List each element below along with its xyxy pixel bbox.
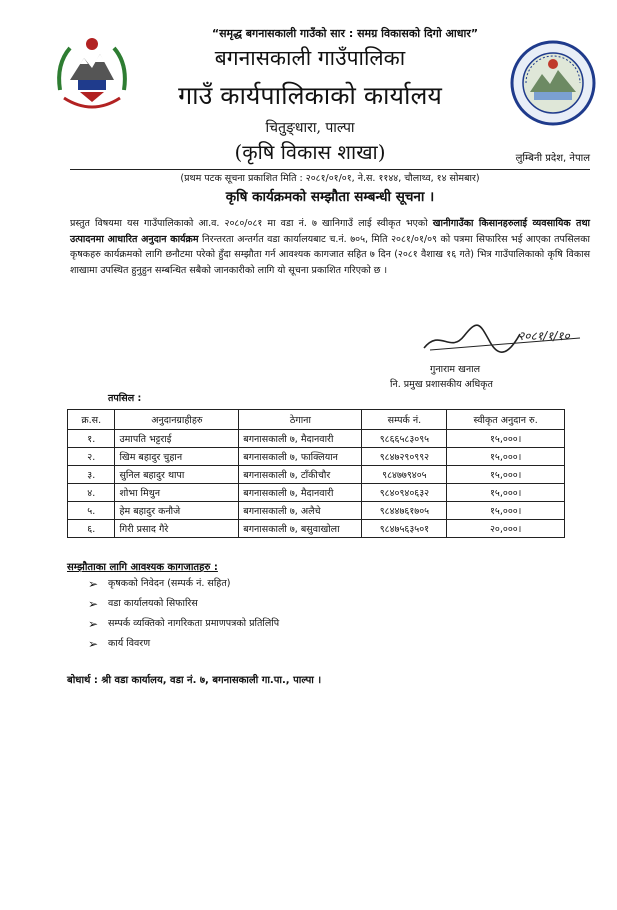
table-row: [68, 484, 565, 502]
signer-name: गुनाराम खनाल: [430, 364, 481, 375]
cell-serial: ३.: [68, 466, 115, 484]
cell-amount: १५,०००।: [447, 502, 565, 520]
cell-contact: ९८४०९४०६३२: [362, 484, 447, 502]
arrow-bullet-icon: ➢: [88, 617, 99, 631]
list-item: [88, 614, 488, 634]
arrow-bullet-icon: ➢: [88, 597, 99, 611]
cell-contact: ९८६६५८३०९५: [362, 430, 447, 448]
cell-recipient: उमापति भट्टराई: [115, 430, 239, 448]
notice-subject: कृषि कार्यक्रमको सम्झौता सम्बन्धी सूचना ।: [225, 189, 435, 205]
cell-address: बगनासकाली ७, मैदानवारी: [239, 484, 362, 502]
cell-contact: ९८४४७६१७०५: [362, 502, 447, 520]
list-item: [88, 594, 488, 614]
cell-address: बगनासकाली ७, बसुवाखोला: [239, 520, 362, 538]
docs-heading: सम्झौताका लागि आवश्यक कागजातहरु :: [67, 562, 218, 573]
table-row: [68, 466, 565, 484]
cell-address: बगनासकाली ७, मैदानवारी: [239, 430, 362, 448]
branch-name: (कृषि विकास शाखा): [234, 140, 386, 164]
header-divider: [70, 169, 590, 170]
cell-recipient: हेम बहादुर कनौजे: [115, 502, 239, 520]
col-recipient: अनुदानग्राहीहरु: [115, 410, 239, 430]
cell-serial: २.: [68, 448, 115, 466]
municipality-name: बगनासकाली गाउँपालिका: [214, 46, 406, 70]
arrow-bullet-icon: ➢: [88, 637, 99, 651]
table-row: [68, 448, 565, 466]
cell-address: बगनासकाली ७, फाक्लियान: [239, 448, 362, 466]
cell-recipient: शोभा मिथुन: [115, 484, 239, 502]
publication-info: (प्रथम पटक सूचना प्रकाशित मिति : २०८१/०१/०१, ने.स. ११४४, चौलाथ्व, १४ सोमबार): [180, 173, 480, 184]
office-place: चितुङ्धारा, पाल्पा: [265, 120, 355, 136]
province: लुम्बिनी प्रदेश, नेपाल: [515, 153, 590, 164]
signer-title: नि. प्रमुख प्रशासकीय अधिकृत: [390, 379, 493, 390]
motto: “समृद्ध बगनासकाली गाउँको सार : समग्र विकासको दिगो आधार”: [211, 27, 479, 40]
col-contact: सम्पर्क नं.: [362, 410, 447, 430]
required-docs-list: [88, 574, 488, 654]
doc-label: कृषकको निवेदन (सम्पर्क नं. सहित): [108, 578, 231, 589]
cell-amount: २०,०००।: [447, 520, 565, 538]
cell-address: बगनासकाली ७, अलैचे: [239, 502, 362, 520]
arrow-bullet-icon: ➢: [88, 577, 99, 591]
info-recipient: बोधार्थ : श्री वडा कार्यालय, वडा नं. ७, बगनासकाली गा.पा., पाल्पा ।: [67, 675, 322, 686]
municipality-seal-icon: [510, 40, 596, 126]
signature-scrawl: [420, 318, 590, 358]
cell-serial: ६.: [68, 520, 115, 538]
cell-amount: १५,०००।: [447, 466, 565, 484]
cell-contact: ९८४७७९४०५: [362, 466, 447, 484]
table-header-row: [68, 410, 565, 430]
cell-contact: ९८४७२९०९९२: [362, 448, 447, 466]
schedule-label: तपसिल :: [108, 393, 142, 404]
cell-serial: ४.: [68, 484, 115, 502]
nepal-emblem-icon: [50, 28, 134, 112]
body-part-2: निरन्तरता अन्तर्गत वडा कार्यालयबाट च.नं. ७०५, मिति २०८१/०१/०९ को पत्रमा सिफारिस भई आएका तपसिलका कृषकहरु कार्यक्रमको लागि छनौटमा परेको हुँदा सम्झौता गर्न आवश्यक कागजात सहित ७ दिन (२०८१ वैशाख १६ गते) भित्र गाउँपालिकाको कृषि विकास शाखामा उपस्थित हुनुहुन सम्बन्धित सबैको जानकारीको लागि यो सूचना प्रकाशित गरिएको छ ।: [70, 233, 590, 276]
cell-amount: १५,०००।: [447, 430, 565, 448]
col-serial: क्र.स.: [68, 410, 115, 430]
doc-label: कार्य विवरण: [108, 638, 151, 649]
cell-amount: १५,०००।: [447, 448, 565, 466]
cell-recipient: गिरी प्रसाद गैरे: [115, 520, 239, 538]
table-row: [68, 502, 565, 520]
notice-body: [70, 216, 590, 278]
grant-recipients-table: [67, 409, 565, 538]
doc-label: सम्पर्क व्यक्तिको नागरिकता प्रमाणपत्रको प्रतिलिपि: [108, 618, 280, 629]
cell-recipient: खिम बहादुर चुहान: [115, 448, 239, 466]
col-amount: स्वीकृत अनुदान रु.: [447, 410, 565, 430]
table-row: [68, 430, 565, 448]
signature-date: २०८१/१/१०: [518, 329, 570, 343]
body-part-1: प्रस्तुत विषयमा यस गाउँपालिकाको आ.व. २०८०/०८१ मा वडा नं. ७ खानिगाउँ लाई स्वीकृत भएको: [70, 218, 433, 229]
cell-serial: १.: [68, 430, 115, 448]
cell-amount: १५,०००।: [447, 484, 565, 502]
list-item: [88, 634, 488, 654]
cell-serial: ५.: [68, 502, 115, 520]
table-row: [68, 520, 565, 538]
col-address: ठेगाना: [239, 410, 362, 430]
list-item: [88, 574, 488, 594]
office-name: गाउँ कार्यपालिकाको कार्यालय: [178, 81, 442, 110]
cell-contact: ९८४७५६३५०१: [362, 520, 447, 538]
cell-recipient: सुनिल बहादुर थापा: [115, 466, 239, 484]
cell-address: बगनासकाली ७, टाँकीचौर: [239, 466, 362, 484]
doc-label: वडा कार्यालयको सिफारिस: [108, 598, 198, 609]
body-program-name: खानीगाउँका किसानहरुलाई व्यवसायिक तथा उत्पादनमा आधारित अनुदान कार्यक्रम: [70, 218, 590, 245]
